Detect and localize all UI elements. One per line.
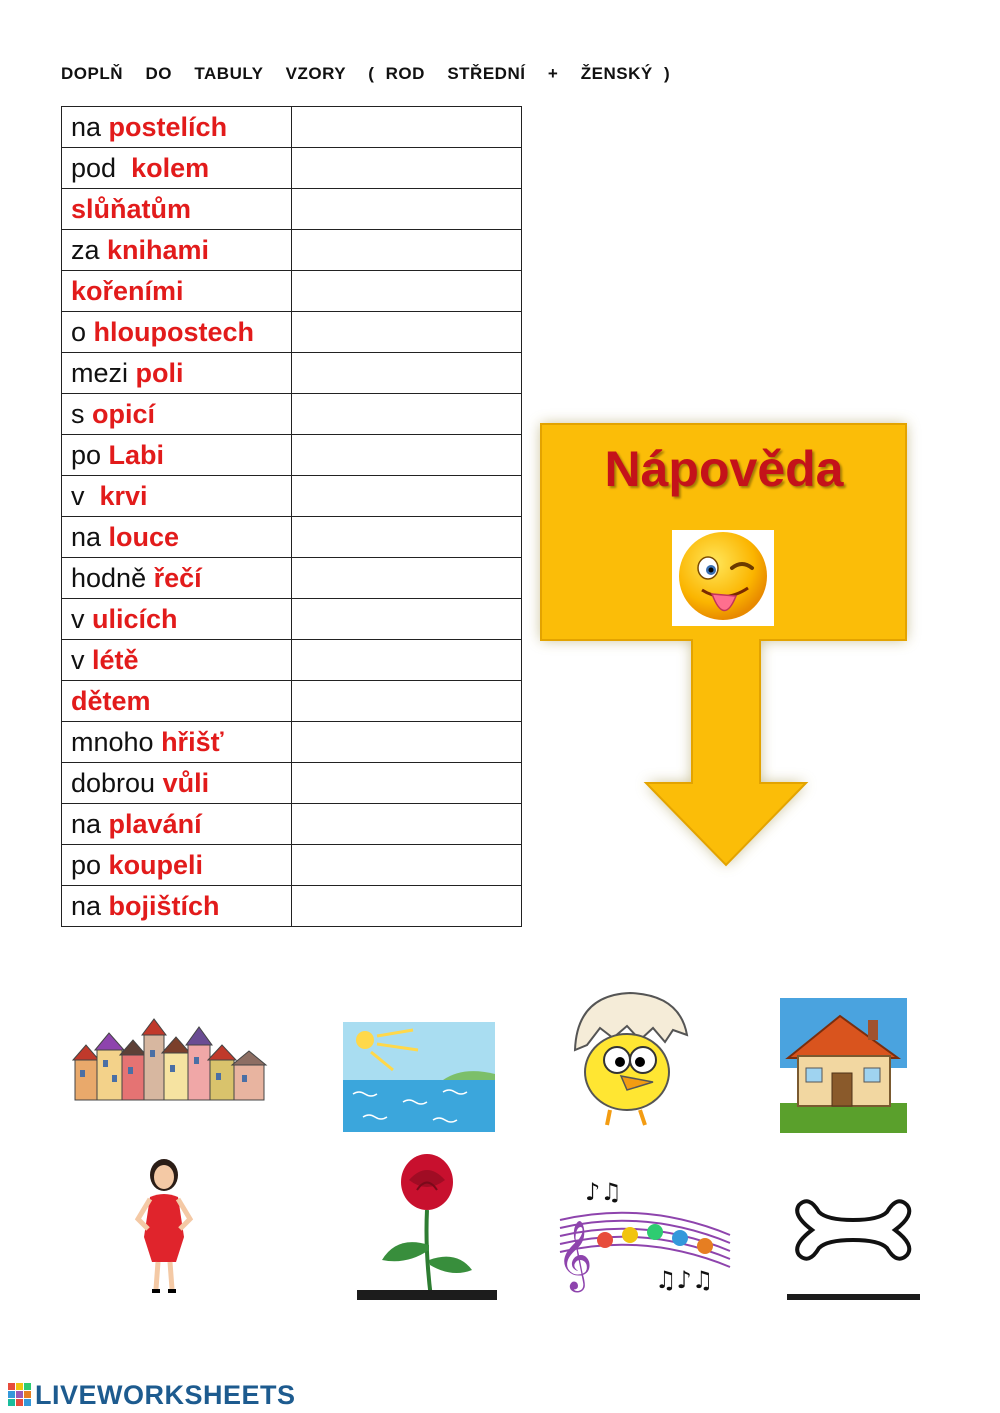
word-cell xyxy=(62,394,292,435)
word-cell xyxy=(62,558,292,599)
answer-input[interactable] xyxy=(292,599,521,639)
rose-picture xyxy=(357,1150,497,1300)
word-cell xyxy=(62,599,292,640)
highlighted-word: knihami xyxy=(107,234,210,265)
preposition-text: v xyxy=(71,603,93,634)
logo-icon xyxy=(8,1383,32,1407)
table-row xyxy=(62,722,522,763)
preposition-text: po xyxy=(71,849,109,880)
answer-input[interactable] xyxy=(292,107,521,147)
table-row xyxy=(62,681,522,722)
answer-input[interactable] xyxy=(292,312,521,352)
preposition-text: pod xyxy=(71,152,132,183)
svg-text:♪♫: ♪♫ xyxy=(585,1180,622,1206)
svg-text:♫♪♫: ♫♪♫ xyxy=(655,1266,714,1294)
preposition-text: po xyxy=(71,439,109,470)
liveworksheets-logo[interactable] xyxy=(8,1380,296,1410)
highlighted-word: louce xyxy=(108,521,180,552)
answer-input[interactable] xyxy=(292,189,521,229)
answer-input[interactable] xyxy=(292,353,521,393)
table-row xyxy=(62,435,522,476)
word-cell xyxy=(62,681,292,722)
answer-input[interactable] xyxy=(292,763,521,803)
highlighted-word: bojištích xyxy=(108,890,220,921)
preposition-text: na xyxy=(71,521,109,552)
highlighted-word: vůli xyxy=(162,767,210,798)
word-cell xyxy=(62,271,292,312)
town-picture xyxy=(70,1015,270,1110)
preposition-text: na xyxy=(71,111,109,142)
answer-cell xyxy=(292,230,522,271)
word-cell xyxy=(62,763,292,804)
table-row xyxy=(62,599,522,640)
answer-input[interactable] xyxy=(292,804,521,844)
word-cell xyxy=(62,845,292,886)
highlighted-word: kořeními xyxy=(71,275,184,306)
answer-cell xyxy=(292,435,522,476)
answer-input[interactable] xyxy=(292,722,521,762)
table-row xyxy=(62,148,522,189)
table-row xyxy=(62,804,522,845)
woman-picture xyxy=(128,1157,198,1297)
highlighted-word: hřišť xyxy=(161,726,224,757)
answer-input[interactable] xyxy=(292,640,521,680)
word-cell xyxy=(62,148,292,189)
answer-input[interactable] xyxy=(292,476,521,516)
answer-cell xyxy=(292,271,522,312)
preposition-text: na xyxy=(71,808,109,839)
answer-cell xyxy=(292,640,522,681)
table-row xyxy=(62,312,522,353)
word-cell xyxy=(62,435,292,476)
highlighted-word: létě xyxy=(92,644,139,675)
highlighted-word: kolem xyxy=(131,152,210,183)
word-cell xyxy=(62,107,292,148)
word-cell xyxy=(62,640,292,681)
table-row xyxy=(62,640,522,681)
word-cell xyxy=(62,230,292,271)
highlighted-word: opicí xyxy=(92,398,156,429)
preposition-text: za xyxy=(71,234,108,265)
table-row xyxy=(62,476,522,517)
words-table xyxy=(61,106,522,927)
word-cell xyxy=(62,804,292,845)
answer-input[interactable] xyxy=(292,230,521,270)
table-row xyxy=(62,353,522,394)
preposition-text: v xyxy=(71,480,100,511)
preposition-text: dobrou xyxy=(71,767,163,798)
answer-cell xyxy=(292,476,522,517)
table-row xyxy=(62,271,522,312)
word-cell xyxy=(62,886,292,927)
answer-cell xyxy=(292,189,522,230)
word-cell xyxy=(62,312,292,353)
answer-cell xyxy=(292,763,522,804)
word-cell xyxy=(62,476,292,517)
word-cell xyxy=(62,517,292,558)
highlighted-word: řečí xyxy=(153,562,202,593)
answer-cell xyxy=(292,599,522,640)
hint-label: Nápověda xyxy=(604,441,844,497)
highlighted-word: dětem xyxy=(71,685,151,716)
answer-input[interactable] xyxy=(292,517,521,557)
bone-picture xyxy=(787,1190,920,1300)
answer-input[interactable] xyxy=(292,148,521,188)
preposition-text: o xyxy=(71,316,94,347)
table-row xyxy=(62,886,522,927)
preposition-text: hodně xyxy=(71,562,154,593)
table-row xyxy=(62,230,522,271)
answer-cell xyxy=(292,804,522,845)
answer-input[interactable] xyxy=(292,435,521,475)
logo-text: LIVEWORKSHEETS xyxy=(35,1379,296,1410)
word-cell xyxy=(62,353,292,394)
table-row xyxy=(62,189,522,230)
table-row xyxy=(62,517,522,558)
answer-cell xyxy=(292,394,522,435)
highlighted-word: postelích xyxy=(108,111,228,142)
preposition-text: s xyxy=(71,398,93,429)
highlighted-word: slůňatům xyxy=(71,193,192,224)
highlighted-word: poli xyxy=(135,357,184,388)
table-row xyxy=(62,763,522,804)
answer-cell xyxy=(292,312,522,353)
answer-input[interactable] xyxy=(292,845,521,885)
highlighted-word: koupeli xyxy=(108,849,204,880)
table-row xyxy=(62,558,522,599)
highlighted-word: Labi xyxy=(108,439,165,470)
preposition-text: mnoho xyxy=(71,726,162,757)
highlighted-word: hloupostech xyxy=(93,316,255,347)
answer-cell xyxy=(292,681,522,722)
table-row xyxy=(62,394,522,435)
answer-cell xyxy=(292,148,522,189)
answer-input[interactable] xyxy=(292,394,521,434)
answer-cell xyxy=(292,107,522,148)
answer-input[interactable] xyxy=(292,271,521,311)
table-row xyxy=(62,845,522,886)
highlighted-word: krvi xyxy=(99,480,148,511)
word-cell xyxy=(62,189,292,230)
answer-cell xyxy=(292,722,522,763)
answer-cell xyxy=(292,845,522,886)
highlighted-word: plavání xyxy=(108,808,202,839)
preposition-text: v xyxy=(71,644,93,675)
music-notes-picture xyxy=(555,1180,735,1295)
svg-text:𝄞: 𝄞 xyxy=(557,1220,593,1290)
answer-cell xyxy=(292,517,522,558)
chick-picture xyxy=(565,990,695,1130)
highlighted-word: ulicích xyxy=(92,603,178,634)
preposition-text: na xyxy=(71,890,109,921)
house-picture xyxy=(780,998,907,1133)
answer-cell xyxy=(292,886,522,927)
word-cell xyxy=(62,722,292,763)
answer-cell xyxy=(292,558,522,599)
table-row xyxy=(62,107,522,148)
answer-input[interactable] xyxy=(292,558,521,598)
sea-picture xyxy=(343,1022,495,1132)
answer-input[interactable] xyxy=(292,886,521,926)
answer-input[interactable] xyxy=(292,681,521,721)
answer-cell xyxy=(292,353,522,394)
winking-smiley-icon xyxy=(672,530,774,626)
worksheet-title: DOPLŇ DO TABULY VZORY ( ROD STŘEDNÍ + ŽENSKÝ ) xyxy=(61,64,671,83)
preposition-text: mezi xyxy=(71,357,136,388)
